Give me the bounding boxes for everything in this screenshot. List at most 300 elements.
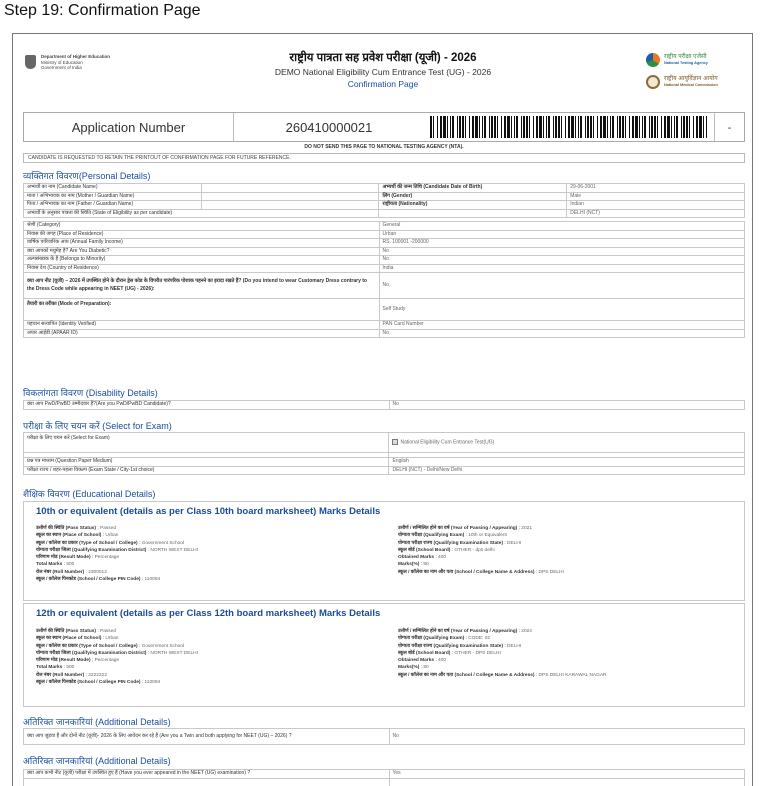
barcode-bar [565, 116, 566, 138]
detail-sep: : [90, 555, 95, 561]
barcode-bar [632, 116, 634, 138]
cell-label: क्या आप PwD/PwBD उम्मीदवार हैं?(Are you PwD/PwBD Candidate)? [24, 401, 390, 410]
barcode-bar [457, 116, 458, 138]
detail-value: 110094 [144, 577, 161, 583]
detail-sep: : [140, 577, 145, 583]
detail-value: 2021 [521, 526, 532, 531]
detail-sep: : [503, 540, 508, 546]
detail-sep: : [96, 629, 101, 634]
detail-key: उत्तीर्ण की स्थिति (Pass Status) [36, 629, 97, 634]
department-text [41, 54, 110, 71]
detail-key: योग्यता परीक्षा जिला (Qualifying Examination District) [36, 547, 147, 553]
barcode-bar [649, 116, 650, 138]
class10-title: 10th or equivalent (details as per Class 10th board marksheet) Marks Details [36, 506, 381, 517]
detail-sep: : [137, 540, 142, 546]
table-row [24, 256, 745, 265]
detail-line [398, 628, 607, 635]
additional-heading-en: (Additional Details) [95, 717, 171, 727]
barcode-bar [443, 116, 446, 138]
additional-table-2 [23, 769, 745, 786]
application-number-label: Application Number [24, 113, 234, 141]
barcode-bar [450, 116, 451, 138]
barcode-bar [465, 116, 466, 138]
detail-sep: : [90, 658, 95, 664]
cell-value: 29-06-2001 [567, 184, 745, 193]
nta-hindi: राष्ट्रीय परीक्षा एजेंसी [664, 53, 707, 60]
table-row [24, 466, 745, 475]
disability-heading [23, 386, 158, 399]
barcode-bar [699, 116, 702, 138]
detail-key: स्कूल / कॉलेज पिनकोड (School / College PIN Code) [36, 680, 141, 686]
personal-heading-hi: व्यक्तिगत विवरण [23, 171, 79, 181]
dept-line: Department of Higher Education [41, 54, 111, 59]
confirmation-title: Confirmation Page [347, 79, 419, 89]
cell-label: वार्षिक पारिवारिक आय (Annual Family Income) [24, 239, 380, 248]
detail-key: योग्यता परीक्षा जिला (Qualifying Examination District) [36, 650, 147, 656]
barcode-bar [533, 116, 534, 138]
exam-title: DEMO National Eligibility Cum Entrance Test (UG) - 2026 [274, 67, 492, 77]
cell-value [201, 201, 379, 210]
detail-line [36, 628, 198, 635]
detail-line [398, 561, 564, 568]
detail-key: परिणाम मोड (Result Mode) [36, 555, 91, 561]
barcode-bar [676, 116, 678, 138]
detail-value: Passed [100, 629, 117, 634]
nmc-icon [646, 75, 660, 89]
confirmation-sheet [12, 33, 753, 786]
barcode-bar [689, 116, 690, 138]
disability-heading-hi: विकलांगता विवरण [23, 388, 84, 398]
detail-key: उत्तीर्ण / सम्मिलित होने का वर्ष (Year of Passing / Appearing) [398, 526, 518, 531]
detail-line [36, 643, 198, 650]
barcode-bar [706, 116, 707, 138]
educational-heading [23, 487, 155, 500]
detail-value: 80 [423, 665, 429, 671]
cell-value: No [389, 401, 745, 410]
barcode-bar [681, 116, 682, 138]
detail-sep: : [140, 680, 145, 686]
cell-label: राष्ट्रीयता (Nationality) [379, 201, 567, 210]
barcode-bar [587, 116, 589, 138]
barcode-bar [667, 116, 670, 138]
educational-heading-en: (Educational Details) [72, 489, 156, 499]
class12-left [36, 628, 198, 686]
detail-line [398, 554, 564, 561]
table-row [24, 273, 745, 299]
educational-heading-hi: शैक्षिक विवरण [23, 489, 70, 499]
barcode-bar [585, 116, 586, 138]
detail-key: योग्यता परीक्षा राज्य (Qualifying Examination State) [398, 540, 504, 546]
detail-sep: : [84, 569, 89, 575]
table-row [24, 401, 745, 410]
cell-value: Yes [389, 770, 745, 779]
detail-key: उत्तीर्ण की स्थिति (Pass Status) [36, 526, 97, 531]
nmc-logo [646, 72, 742, 92]
barcode-bar [440, 116, 442, 138]
barcode-bar [610, 116, 611, 138]
table-row [24, 247, 745, 256]
table-row [24, 729, 745, 745]
detail-line [36, 554, 198, 561]
additional-heading-hi: अतिरिक्त जानकारियां [23, 717, 93, 727]
table-row [24, 264, 745, 273]
barcode-bar [482, 116, 483, 138]
detail-value: NORTH WEST DELHI [150, 650, 198, 656]
barcode-bar [671, 116, 672, 138]
barcode-bar [514, 116, 515, 138]
barcode-bar [539, 116, 542, 138]
cell-label: अभ्यर्थी का नाम (Candidate Name) [24, 184, 202, 193]
hindi-title: राष्ट्रीय पात्रता सह प्रवेश परीक्षा (यूजी) - 2026 [289, 52, 477, 64]
detail-sep: : [450, 650, 455, 656]
detail-line [36, 547, 198, 554]
barcode-bar [629, 116, 630, 138]
detail-key: Marks(%) [398, 562, 420, 568]
table-row [24, 433, 745, 453]
disability-heading-en: (Disability Details) [85, 388, 158, 398]
detail-sep: : [146, 547, 151, 553]
detail-line [36, 561, 198, 568]
cell-label: निवास देश (Country of Residence) [24, 264, 380, 273]
class10-left [36, 525, 198, 583]
class10-right [398, 525, 564, 576]
application-number-value: 260410000021 [285, 119, 373, 135]
detail-value: Government School [141, 540, 185, 546]
barcode-bar [571, 116, 574, 138]
barcode-bar [459, 116, 461, 138]
table-row [24, 778, 745, 786]
page-header [13, 34, 752, 106]
barcode-bar [497, 116, 498, 138]
detail-sep: : [101, 636, 106, 642]
class10-box [23, 501, 745, 601]
barcode-bar [561, 116, 562, 138]
barcode-bar [437, 116, 438, 138]
table-row [24, 329, 745, 338]
detail-value: OTHER - dps delhi [454, 547, 495, 553]
class12-title: 12th or equivalent (details as per Class 12th board marksheet) Marks Details [36, 608, 381, 619]
detail-line [36, 672, 198, 679]
detail-sep: : [534, 672, 539, 678]
barcode-graphic [430, 116, 710, 138]
table-row [24, 201, 745, 210]
personal-details-table-2 [23, 221, 745, 338]
barcode-bar [661, 116, 662, 138]
cell-value: English [389, 458, 745, 467]
detail-sep: : [434, 658, 438, 664]
detail-line [398, 657, 607, 664]
detail-line [398, 650, 607, 657]
detail-line [36, 576, 198, 583]
barcode-bar [644, 116, 646, 138]
detail-line [36, 569, 198, 576]
barcode-bar [568, 116, 570, 138]
cell-label: माता / अभिभावक का नाम (Mother / Guardian Name) [24, 192, 202, 201]
additional-table-1 [23, 728, 745, 745]
detail-sep: : [464, 636, 469, 642]
detail-line [398, 643, 607, 650]
step-title: Step 19: Confirmation Page [4, 2, 201, 19]
cell-label: परीक्षा के लिए चयन करें (Select for Exam) [24, 433, 389, 453]
application-number-row [23, 112, 745, 142]
detail-sep: : [517, 526, 522, 531]
detail-value: DPS DELHI KARAWAL NAGAR [538, 672, 607, 678]
detail-value: CODE: 02 [468, 636, 491, 642]
table-row [24, 458, 745, 467]
detail-line [398, 532, 564, 539]
nta-logo [646, 50, 742, 70]
barcode-bar [546, 116, 547, 138]
barcode-bar [683, 116, 685, 138]
detail-line [398, 664, 607, 671]
detail-key: रोल नंबर (Roll Number) [36, 672, 85, 678]
barcode-bar [484, 116, 486, 138]
cell-value [201, 184, 379, 193]
detail-sep: : [62, 665, 67, 671]
class12-box [23, 603, 745, 707]
barcode-bar [555, 116, 557, 138]
cell-value: No [389, 729, 745, 745]
cell-value: Indian [567, 201, 745, 210]
detail-sep: : [434, 555, 438, 561]
detail-line [36, 664, 198, 671]
detail-sep: : [146, 650, 151, 656]
table-row [24, 192, 745, 201]
dept-line: Ministry of Education [41, 59, 83, 65]
cell-value: No [379, 329, 744, 338]
barcode-bar [696, 116, 698, 138]
detail-line [36, 540, 198, 547]
cell-label: पिता / अभिभावक का नाम (Father / Guardian Name) [24, 201, 202, 210]
detail-line [398, 525, 564, 532]
detail-value: 2300012 [88, 569, 107, 575]
detail-sep: : [419, 665, 424, 671]
barcode-bar [469, 116, 470, 138]
detail-key: Obtained Marks [398, 658, 434, 664]
barcode-bar [622, 116, 624, 138]
detail-line [398, 569, 564, 576]
cell-label [379, 209, 567, 218]
exam-heading-en: (Select for Exam) [102, 421, 172, 431]
detail-value: 110094 [144, 680, 161, 686]
detail-sep: : [450, 547, 455, 553]
barcode-bar [504, 116, 506, 138]
barcode-bar [507, 116, 510, 138]
barcode-bar [703, 116, 704, 138]
barcode-bar [617, 116, 618, 138]
detail-line [36, 679, 198, 686]
detail-key: स्कूल बोर्ड (School Board) [398, 547, 451, 553]
barcode-bar [607, 116, 608, 138]
emblem-icon [25, 55, 36, 69]
nmc-english: National Medical Commission [664, 83, 718, 87]
detail-line [36, 657, 198, 664]
cell-value: India [379, 264, 744, 273]
detail-value: Passed [100, 526, 117, 531]
retain-note: CANDIDATE IS REQUESTED TO RETAIN THE PRINTOUT OF CONFIRMATION PAGE FOR FUTURE REFERENCE. [23, 153, 745, 163]
cell-label: पहचान सत्यापित (Identity Verified) [24, 321, 380, 330]
barcode-bar [516, 116, 518, 138]
exam-heading-hi: परीक्षा के लिए चयन करें [23, 421, 100, 431]
detail-sep: : [137, 643, 142, 649]
detail-value: Percentage [94, 555, 120, 561]
barcode-bar [511, 116, 512, 138]
cell-value: Male [567, 192, 745, 201]
table-row [24, 299, 745, 321]
barcode-bar [654, 116, 656, 138]
barcode-bar [430, 116, 432, 138]
barcode-bar [548, 116, 550, 138]
barcode-bar [639, 116, 640, 138]
detail-line [36, 650, 198, 657]
cell-value: No [379, 247, 744, 256]
detail-value: DPS DELHI [538, 569, 564, 575]
barcode-bar [452, 116, 454, 138]
detail-key: स्कूल / कॉलेज का नाम और पता (School / College Name & Address) [398, 672, 535, 678]
detail-line [36, 532, 198, 539]
detail-value: 2024 [521, 629, 532, 634]
detail-line [398, 635, 607, 642]
table-row [24, 770, 745, 779]
barcode-bar [523, 116, 525, 138]
detail-key: परिणाम मोड (Result Mode) [36, 658, 91, 664]
detail-value: Government School [141, 643, 185, 649]
detail-sep: : [101, 533, 106, 539]
additional-heading-1 [23, 715, 171, 728]
additional-heading-2 [23, 754, 171, 767]
detail-line [398, 547, 564, 554]
barcode [424, 113, 714, 141]
barcode-bar [447, 116, 448, 138]
barcode-bar [553, 116, 554, 138]
exam-heading [23, 419, 172, 432]
cell-value: RS. 100001 -200000 [379, 239, 744, 248]
detail-line [398, 540, 564, 547]
detail-value: Urban [105, 636, 119, 642]
additional-heading-hi: अतिरिक्त जानकारियां [23, 756, 93, 766]
detail-sep: : [96, 526, 101, 531]
barcode-bar [462, 116, 464, 138]
detail-key: स्कूल / कॉलेज का प्रकार (Type of School / College) [36, 540, 138, 546]
header-titles [183, 50, 583, 89]
detail-key: स्कूल का स्थान (Place of School) [36, 636, 102, 642]
detail-sep: : [464, 533, 469, 539]
detail-key: स्कूल / कॉलेज का नाम और पता (School / College Name & Address) [398, 569, 535, 575]
nta-icon [646, 53, 660, 67]
barcode-bar [494, 116, 496, 138]
table-row [24, 222, 745, 231]
barcode-bar [580, 116, 582, 138]
table-row [24, 230, 745, 239]
detail-sep: : [517, 629, 522, 634]
cell-label: अभ्यर्थी की जन्म तिथि (Candidate Date of Birth) [379, 184, 567, 193]
table-row [24, 184, 745, 193]
detail-key: Obtained Marks [398, 555, 434, 561]
detail-key: स्कूल / कॉलेज का प्रकार (Type of School / College) [36, 643, 138, 649]
cell-label: तैयारी का तरीका (Mode of Preparation): [24, 299, 380, 321]
checkbox-icon [392, 439, 398, 445]
detail-sep: : [419, 562, 424, 568]
personal-heading [23, 169, 150, 182]
barcode-bar [693, 116, 694, 138]
barcode-bar [593, 116, 594, 138]
cell-label: क्या आप जुड़वा हैं और दोनों नीट (यूजी)- 2026 के लिए आवेदन कर रहे हैं (Are you a Twin and both applying for NEET (UG) – 2026) ? [24, 729, 390, 745]
cell-label: श्रेणी (Category) [24, 222, 380, 231]
barcode-bar [536, 116, 538, 138]
detail-value: 10th or Equivalent [468, 533, 507, 539]
barcode-bar [475, 116, 478, 138]
cell-label: प्रश्न पत्र माध्यम (Question Paper Medium) [24, 458, 389, 467]
cell-value: National Eligibility Cum Entrance Test(UG) [400, 438, 495, 445]
cell-value: No [379, 273, 744, 299]
cell-value: PAN Card Number [379, 321, 744, 330]
exam-choice [389, 433, 745, 453]
detail-line [398, 672, 607, 679]
cell-label: अल्पसंख्यक के हैं (Belongs to Minority) [24, 256, 380, 265]
detail-key: रोल नंबर (Roll Number) [36, 569, 85, 575]
detail-value: Percentage [94, 658, 120, 664]
detail-sep: : [503, 643, 508, 649]
nta-english: National Testing Agency [664, 61, 708, 65]
barcode-bar [491, 116, 493, 138]
barcode-bar [575, 116, 576, 138]
detail-value: 2222222 [88, 672, 107, 678]
table-row [24, 321, 745, 330]
cell-value: No [379, 256, 744, 265]
detail-value: DELHI [507, 643, 522, 649]
class12-right [398, 628, 607, 679]
cell-value: DELHI (NCT) - Delhi/New Delhi [389, 466, 745, 475]
detail-sep: : [534, 569, 539, 575]
barcode-bar [521, 116, 522, 138]
detail-sep: : [62, 562, 67, 568]
detail-value: 400 [438, 555, 447, 561]
detail-key: Marks(%) [398, 665, 420, 671]
application-dash: - [714, 113, 744, 141]
detail-key: स्कूल का स्थान (Place of School) [36, 533, 102, 539]
cell-value: Urban [379, 230, 744, 239]
detail-key: Total Marks [36, 665, 63, 671]
cell-label: क्या आपको मधुमेह है? Are You Diabetic? [24, 247, 380, 256]
table-row [24, 209, 745, 218]
cell-label: क्या आप कभी नीट (यूजी) परीक्षा में उपस्थित हुए हैं (Have you ever appeared in the NEET (UG) examination) ? [24, 770, 390, 779]
detail-line [36, 635, 198, 642]
barcode-bar [433, 116, 434, 138]
detail-key: स्कूल / कॉलेज पिनकोड (School / College PIN Code) [36, 577, 141, 583]
barcode-bar [543, 116, 544, 138]
cell-label: अभ्यर्थी के अनुसार पात्रता की स्थिति (State of Eligibility as per candidate) [24, 209, 379, 218]
detail-line [36, 525, 198, 532]
cell-value: DELHI (NCT) [567, 209, 745, 218]
barcode-bar [501, 116, 502, 138]
dept-line: Government of India [41, 65, 82, 70]
barcode-bar [479, 116, 480, 138]
barcode-bar [674, 116, 675, 138]
detail-key: योग्यता परीक्षा (Qualifying Exam) [398, 636, 465, 642]
cell-label: परीक्षा राज्य / शहर-पहला विकल्प (Exam State / City-1st choice) [24, 466, 389, 475]
barcode-bar [529, 116, 530, 138]
barcode-bar [472, 116, 474, 138]
barcode-bar [651, 116, 653, 138]
detail-value: 500 [66, 562, 75, 568]
cell-label: निवास की जगह (Place of Residence) [24, 230, 380, 239]
disability-table [23, 400, 745, 410]
personal-heading-en: (Personal Details) [78, 171, 151, 181]
barcode-bar [664, 116, 666, 138]
barcode-bar [635, 116, 638, 138]
detail-sep: : [84, 672, 89, 678]
personal-details-table [23, 183, 745, 218]
